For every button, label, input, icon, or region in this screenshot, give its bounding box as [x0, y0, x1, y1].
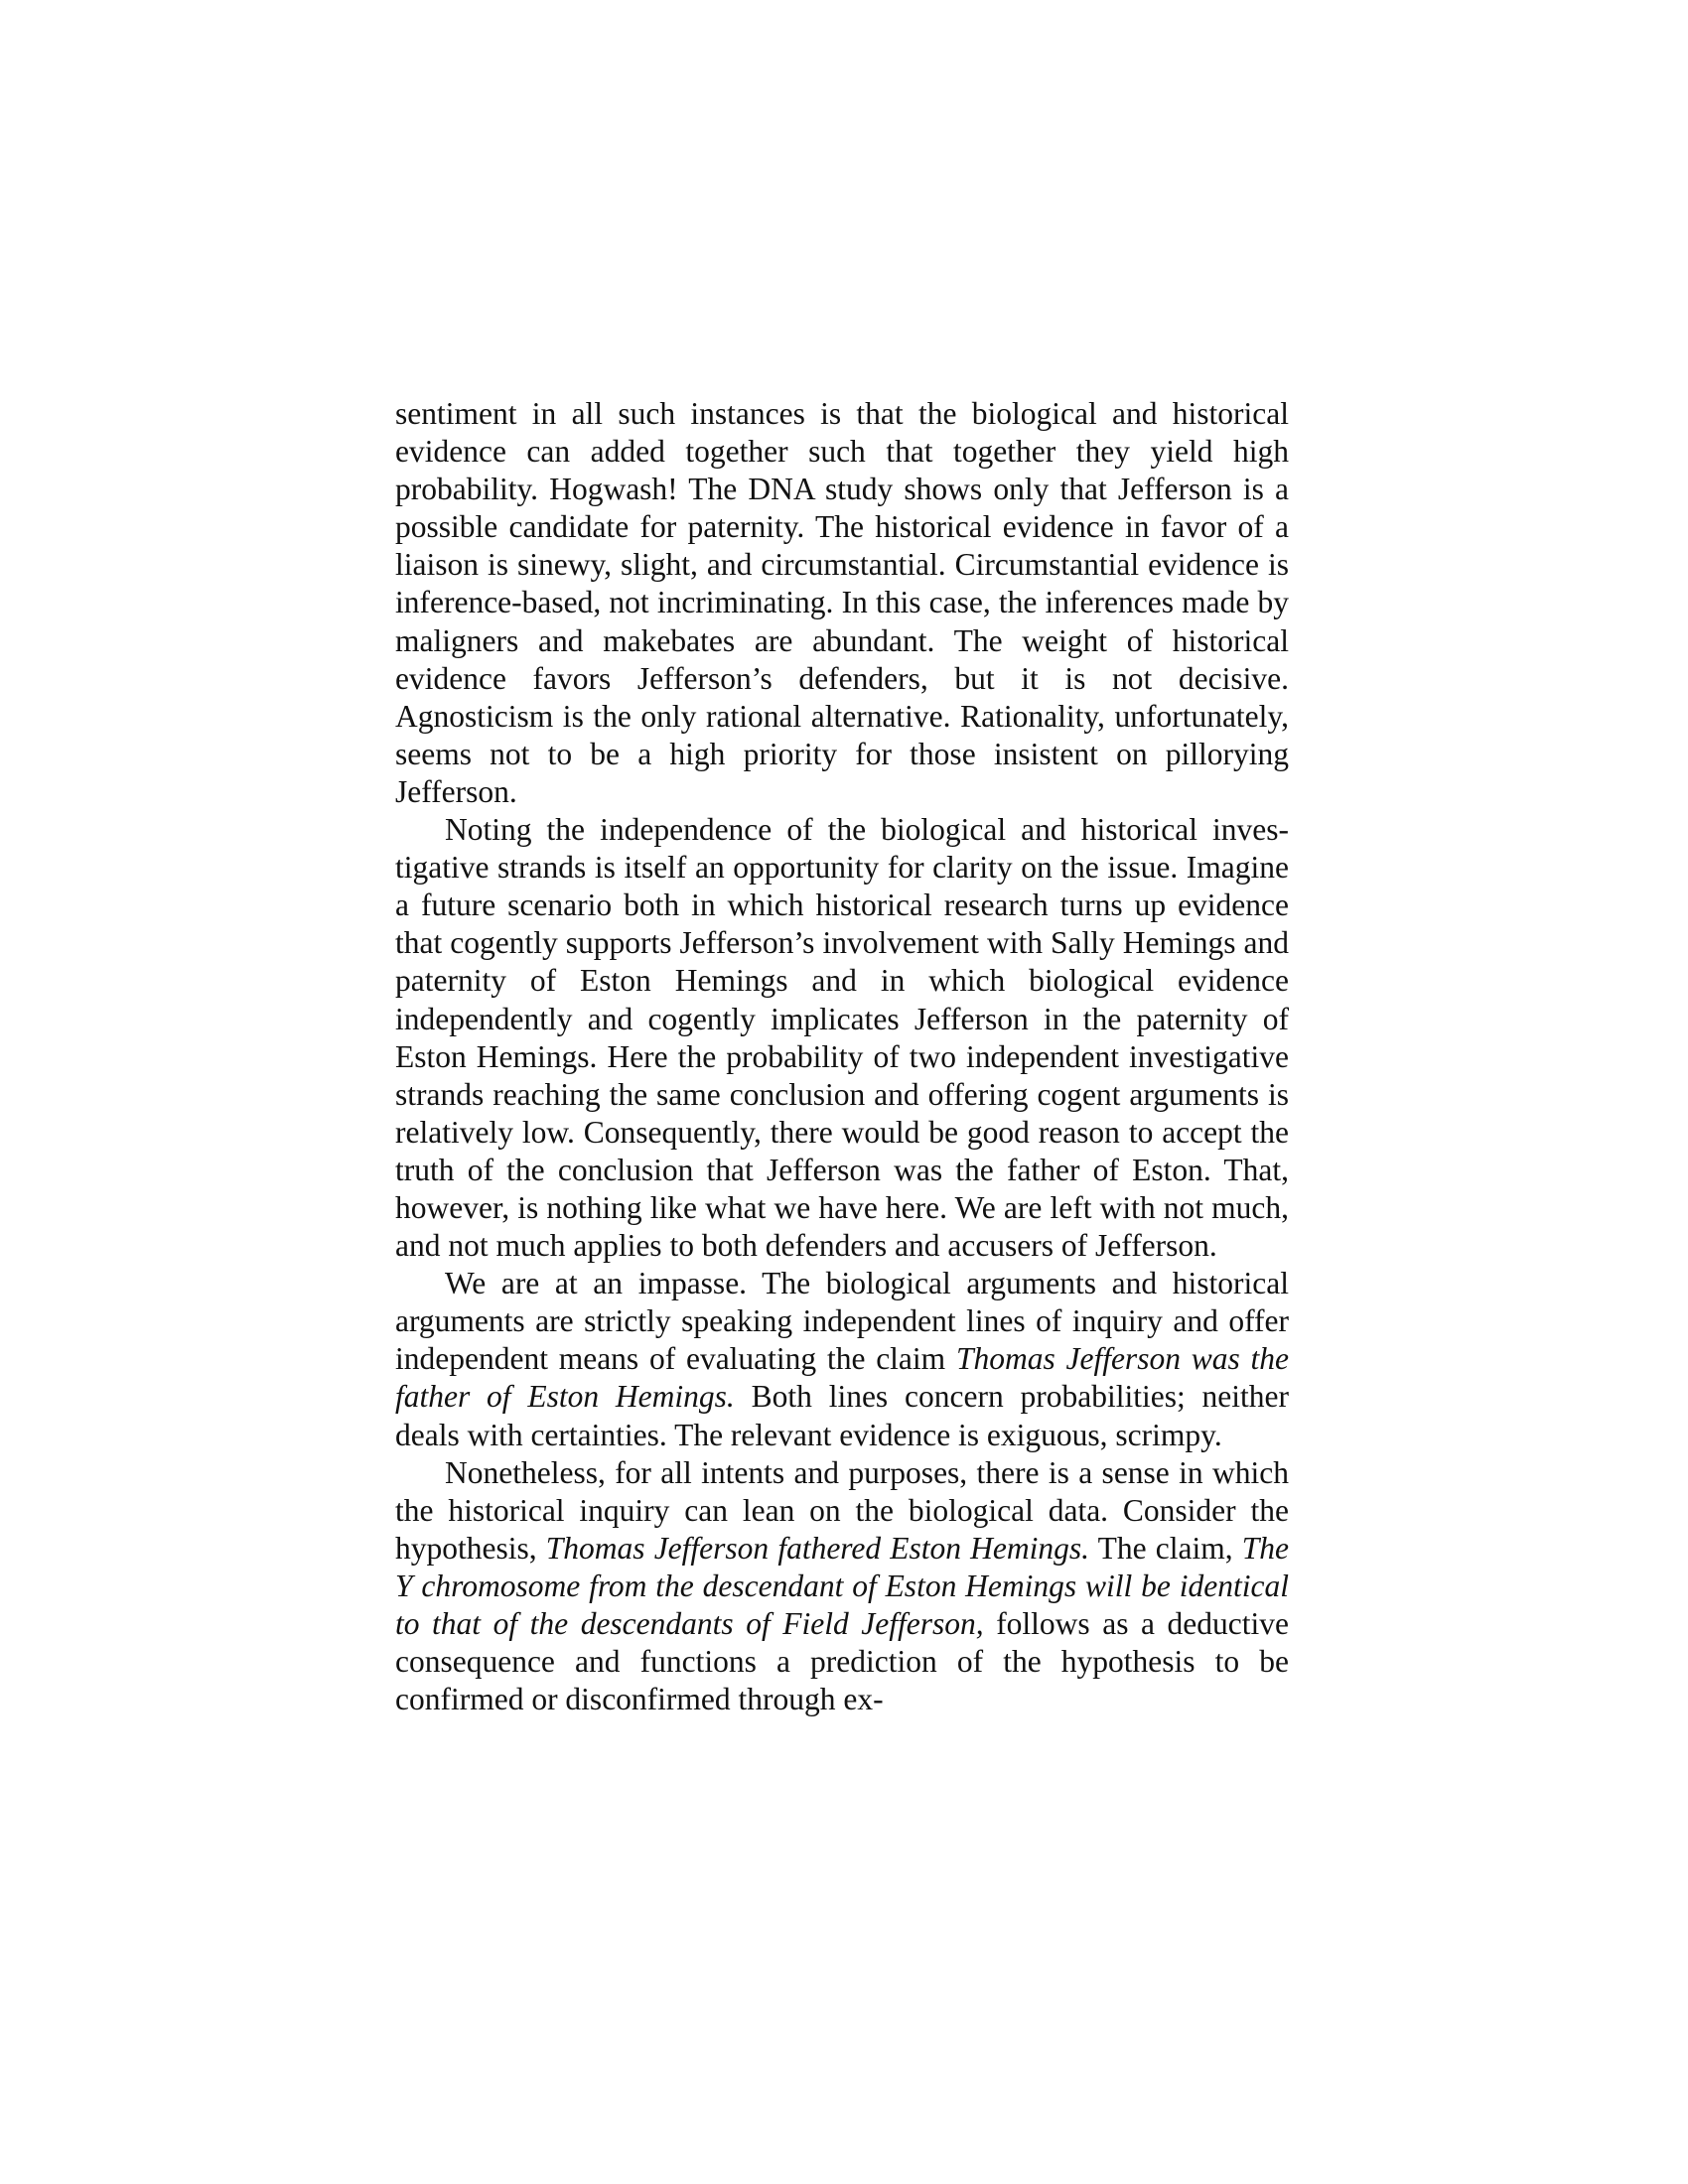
italic-hypothesis: Thomas Jefferson fathered Eston Hemings. — [545, 1530, 1090, 1566]
italic-claim: Thomas Jefferson was the father of Eston Hemings. — [395, 1341, 1289, 1415]
text-run: The claim, — [1097, 1530, 1242, 1566]
paragraph — [395, 395, 1289, 811]
text-run: sentiment in all such instances is that the biological and historical evidence can added together such that together they yield high probability. Hogwash! The DNA study shows only that Jefferson is a possible candidate for paternity. The historical evidence in favor of a liaison is sinewy, slight, and circumstantial. Circumstantial evidence is inference-based, not incriminating. In this case, the inferences made by maligners and makebates are abundant. The weight of historical evidence favors Jefferson’s defenders, but it is not decisive. Agnosticism is the only rational alternative. Rationality, unfortunately, seems not to be a high priority for those insistent on pillorying Jefferson. — [395, 396, 1289, 809]
text-run: Both lines concern probabilities; neither deals with certainties. The relevant evidence is exiguous, scrimpy. — [395, 1379, 1289, 1452]
italic-prediction: The Y chromosome from the descendant of Eston Hemings will be identical to that of the descendants of Field Jefferson, — [395, 1530, 1289, 1641]
paragraph — [395, 1265, 1289, 1453]
paragraph — [395, 1454, 1289, 1719]
paragraph — [395, 811, 1289, 1265]
body-text — [395, 395, 1289, 1718]
text-run: We are at an impasse. The biological arguments and historical arguments are strictly speaking independent lines of inquiry and offer independent means of evaluating the claim — [395, 1266, 1289, 1377]
text-run: follows as a deductive consequence and functions a prediction of the hypothesis to be confirmed or disconfirmed through ex- — [395, 1606, 1290, 1717]
text-run: Nonetheless, for all intents and purposes, there is a sense in which the historical inquiry can lean on the biological data. Consider the hypothesis, — [395, 1454, 1289, 1566]
text-run: Noting the independence of the biological and historical investigative strands is itself an opportunity for clarity on the issue. Imagine a future scenario both in which historical research turns up evidence that cogently supports Jefferson’s involvement with Sally Hemings and paternity of Eston Hemings and in which biological evidence independently and cogently implicates Jefferson in the paternity of Eston Hemings. Here the probability of two independent investigative strands reaching the same conclusion and offering cogent arguments is relatively low. Consequently, there would be good reason to accept the truth of the conclusion that Jefferson was the father of Eston. That, however, is nothing like what we have here. We are left with not much, and not much applies to both defenders and accusers of Jefferson. — [395, 812, 1289, 1264]
